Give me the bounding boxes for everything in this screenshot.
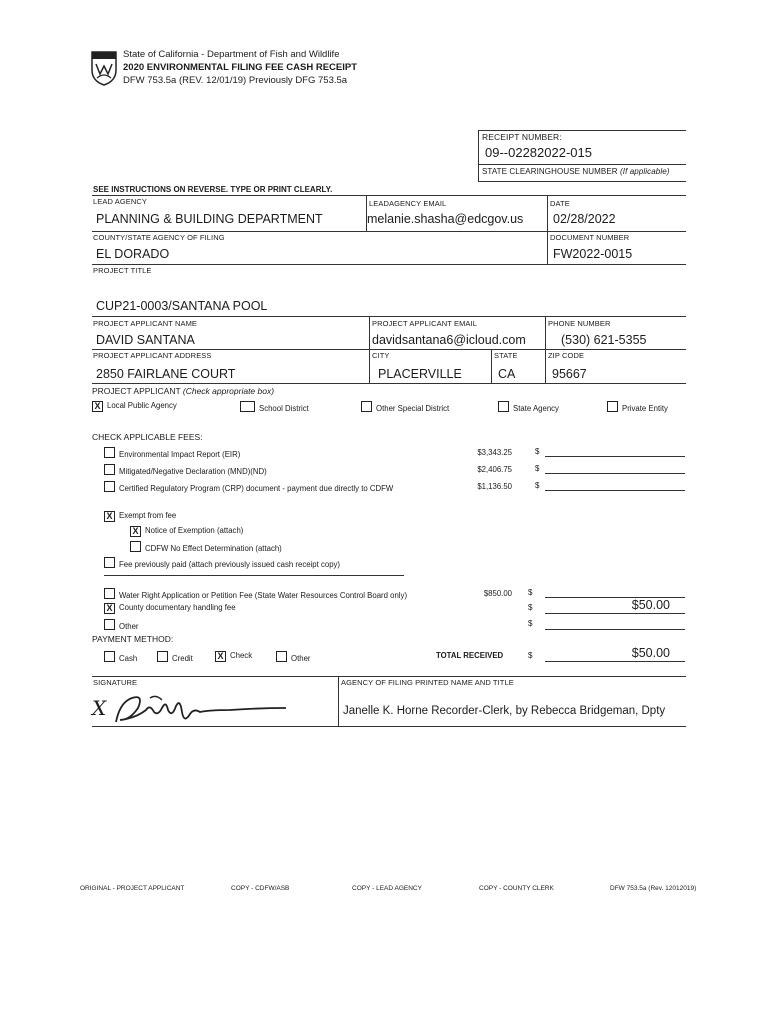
checkbox-cdfw-ned[interactable] [130, 541, 141, 552]
fee-county[interactable]: X County documentary handling fee [104, 603, 236, 614]
checkbox-school-district[interactable] [240, 401, 255, 412]
agency-printed-name: Janelle K. Horne Recorder-Clerk, by Rebecca Bridgeman, Dpty [343, 705, 666, 717]
payment-credit[interactable]: Credit [157, 651, 193, 663]
fee-other[interactable]: Other [104, 619, 139, 631]
zip: 95667 [552, 367, 587, 381]
clearinghouse-label: STATE CLEARINGHOUSE NUMBER (If applicable) [482, 167, 670, 176]
total-dollar: $ [528, 651, 533, 660]
fee-eir-amount: $3,343.25 [477, 448, 512, 457]
checkbox-local-public-agency[interactable]: X [92, 401, 103, 412]
checkbox-noe[interactable]: X [130, 526, 141, 537]
applicant-email-label: PROJECT APPLICANT EMAIL [372, 319, 477, 328]
fee-water-dollar: $ [528, 588, 533, 597]
checkbox-eir[interactable] [104, 447, 115, 458]
date-label: DATE [550, 199, 570, 208]
phone-label: PHONE NUMBER [548, 319, 611, 328]
fee-eir[interactable]: Environmental Impact Report (EIR) [104, 447, 240, 459]
fee-crp[interactable]: Certified Regulatory Program (CRP) document - payment due directly to CDFW [104, 481, 393, 493]
applicant-type-note: (Check appropriate box) [182, 386, 275, 396]
fee-mnd[interactable]: Mitigated/Negative Declaration (MND)(ND) [104, 464, 267, 476]
applicant-type-school[interactable]: School District [240, 401, 309, 413]
total-amount: $50.00 [631, 646, 670, 660]
phone: (530) 621-5355 [561, 333, 647, 347]
fee-eir-dollar: $ [535, 447, 540, 456]
checkbox-check[interactable]: X [215, 651, 226, 662]
applicant-email: davidsantana6@icloud.com [372, 333, 526, 347]
fee-crp-amount: $1,136.50 [477, 482, 512, 491]
state-label: STATE [494, 351, 518, 360]
applicant-name-label: PROJECT APPLICANT NAME [93, 319, 198, 328]
checkbox-other-fee[interactable] [104, 619, 115, 630]
applicant-type-private[interactable]: Private Entity [607, 401, 668, 413]
zip-label: ZIP CODE [548, 351, 585, 360]
checkbox-crp[interactable] [104, 481, 115, 492]
signature-label: SIGNATURE [93, 678, 138, 687]
applicant-type-heading: PROJECT APPLICANT (Check appropriate box) [92, 386, 275, 396]
checkbox-credit[interactable] [157, 651, 168, 662]
applicant-name: DAVID SANTANA [96, 333, 195, 347]
checkbox-county[interactable]: X [104, 603, 115, 614]
city-label: CITY [372, 351, 390, 360]
fee-mnd-line[interactable] [545, 473, 685, 474]
payment-cash[interactable]: Cash [104, 651, 137, 663]
footer-copy-cdfw: COPY - CDFW/ASB [231, 885, 290, 892]
applicant-type-state[interactable]: State Agency [498, 401, 559, 413]
agency-name: State of California - Department of Fish and Wildlife [123, 49, 340, 60]
fee-prev-paid[interactable]: Fee previously paid (attach previously issued cash receipt copy) [104, 557, 340, 569]
fee-county-line[interactable] [545, 613, 685, 614]
checkbox-payment-other[interactable] [276, 651, 287, 662]
payment-other[interactable]: Other [276, 651, 311, 663]
signature-x: X [92, 696, 107, 720]
county: EL DORADO [96, 247, 170, 261]
fee-noe[interactable]: X Notice of Exemption (attach) [130, 526, 243, 537]
lead-agency-label: LEAD AGENCY [93, 197, 148, 206]
footer-form-ref: DFW 753.5a (Rev. 12012019) [610, 885, 697, 892]
lead-agency: PLANNING & BUILDING DEPARTMENT [96, 212, 323, 226]
fee-exempt[interactable]: X Exempt from fee [104, 511, 176, 522]
footer-copy-lead-agency: COPY - LEAD AGENCY [352, 885, 422, 892]
project-title: CUP21-0003/SANTANA POOL [96, 299, 268, 313]
payment-check[interactable]: X Check [215, 651, 252, 662]
cdfw-seal [90, 50, 118, 86]
fee-mnd-amount: $2,406.75 [477, 465, 512, 474]
checkbox-prev-paid[interactable] [104, 557, 115, 568]
fee-water-amount: $850.00 [483, 589, 512, 598]
applicant-type-local[interactable]: X Local Public Agency [92, 401, 177, 412]
receipt-number-label: RECEIPT NUMBER: [482, 132, 562, 142]
fee-cdfw-ned[interactable]: CDFW No Effect Determination (attach) [130, 541, 282, 553]
project-title-label: PROJECT TITLE [93, 266, 152, 275]
clearinghouse-note: (If applicable) [619, 167, 670, 176]
fee-county-dollar: $ [528, 603, 533, 612]
checkbox-state-agency[interactable] [498, 401, 509, 412]
fee-other-dollar: $ [528, 619, 533, 628]
applicant-type-special[interactable]: Other Special District [361, 401, 449, 413]
total-label: TOTAL RECEIVED [436, 651, 504, 660]
date: 02/28/2022 [553, 212, 616, 226]
agency-printed-name-label: AGENCY OF FILING PRINTED NAME AND TITLE [341, 678, 514, 687]
fee-eir-line[interactable] [545, 456, 685, 457]
address-label: PROJECT APPLICANT ADDRESS [93, 351, 212, 360]
fee-water[interactable]: Water Right Application or Petition Fee (State Water Resources Control Board only) [104, 588, 407, 600]
payment-heading: PAYMENT METHOD: [92, 634, 174, 644]
footer-copy-county-clerk: COPY - COUNTY CLERK [479, 885, 554, 892]
fee-mnd-dollar: $ [535, 464, 540, 473]
state: CA [498, 367, 516, 381]
fee-crp-line[interactable] [545, 490, 685, 491]
form-title: 2020 ENVIRONMENTAL FILING FEE CASH RECEIPT [123, 62, 358, 73]
address: 2850 FAIRLANE COURT [96, 367, 236, 381]
city: PLACERVILLE [378, 367, 462, 381]
footer-copy-applicant: ORIGINAL - PROJECT APPLICANT [80, 885, 185, 892]
fee-crp-dollar: $ [535, 481, 540, 490]
fee-other-line[interactable] [545, 629, 685, 630]
document-number-label: DOCUMENT NUMBER [550, 233, 630, 242]
form-header [123, 48, 357, 87]
total-line[interactable] [545, 661, 685, 662]
instructions: SEE INSTRUCTIONS ON REVERSE. TYPE OR PRINT CLEARLY. [93, 185, 333, 194]
checkbox-private-entity[interactable] [607, 401, 618, 412]
checkbox-other-special-district[interactable] [361, 401, 372, 412]
receipt-number: 09--02282022-015 [485, 145, 592, 160]
signature-scribble [110, 690, 290, 730]
checkbox-mnd[interactable] [104, 464, 115, 475]
county-label: COUNTY/STATE AGENCY OF FILING [93, 233, 225, 242]
fee-county-amount: $50.00 [631, 598, 670, 612]
fees-heading: CHECK APPLICABLE FEES: [92, 432, 203, 442]
checkbox-water[interactable] [104, 588, 115, 599]
checkbox-exempt[interactable]: X [104, 511, 115, 522]
form-number: DFW 753.5a (REV. 12/01/19) Previously DFG 753.5a [123, 75, 348, 86]
lead-agency-email: melanie.shasha@edcgov.us [367, 212, 524, 226]
lead-agency-email-label: LEADAGENCY EMAIL [369, 199, 447, 208]
document-number: FW2022-0015 [553, 247, 633, 261]
checkbox-cash[interactable] [104, 651, 115, 662]
